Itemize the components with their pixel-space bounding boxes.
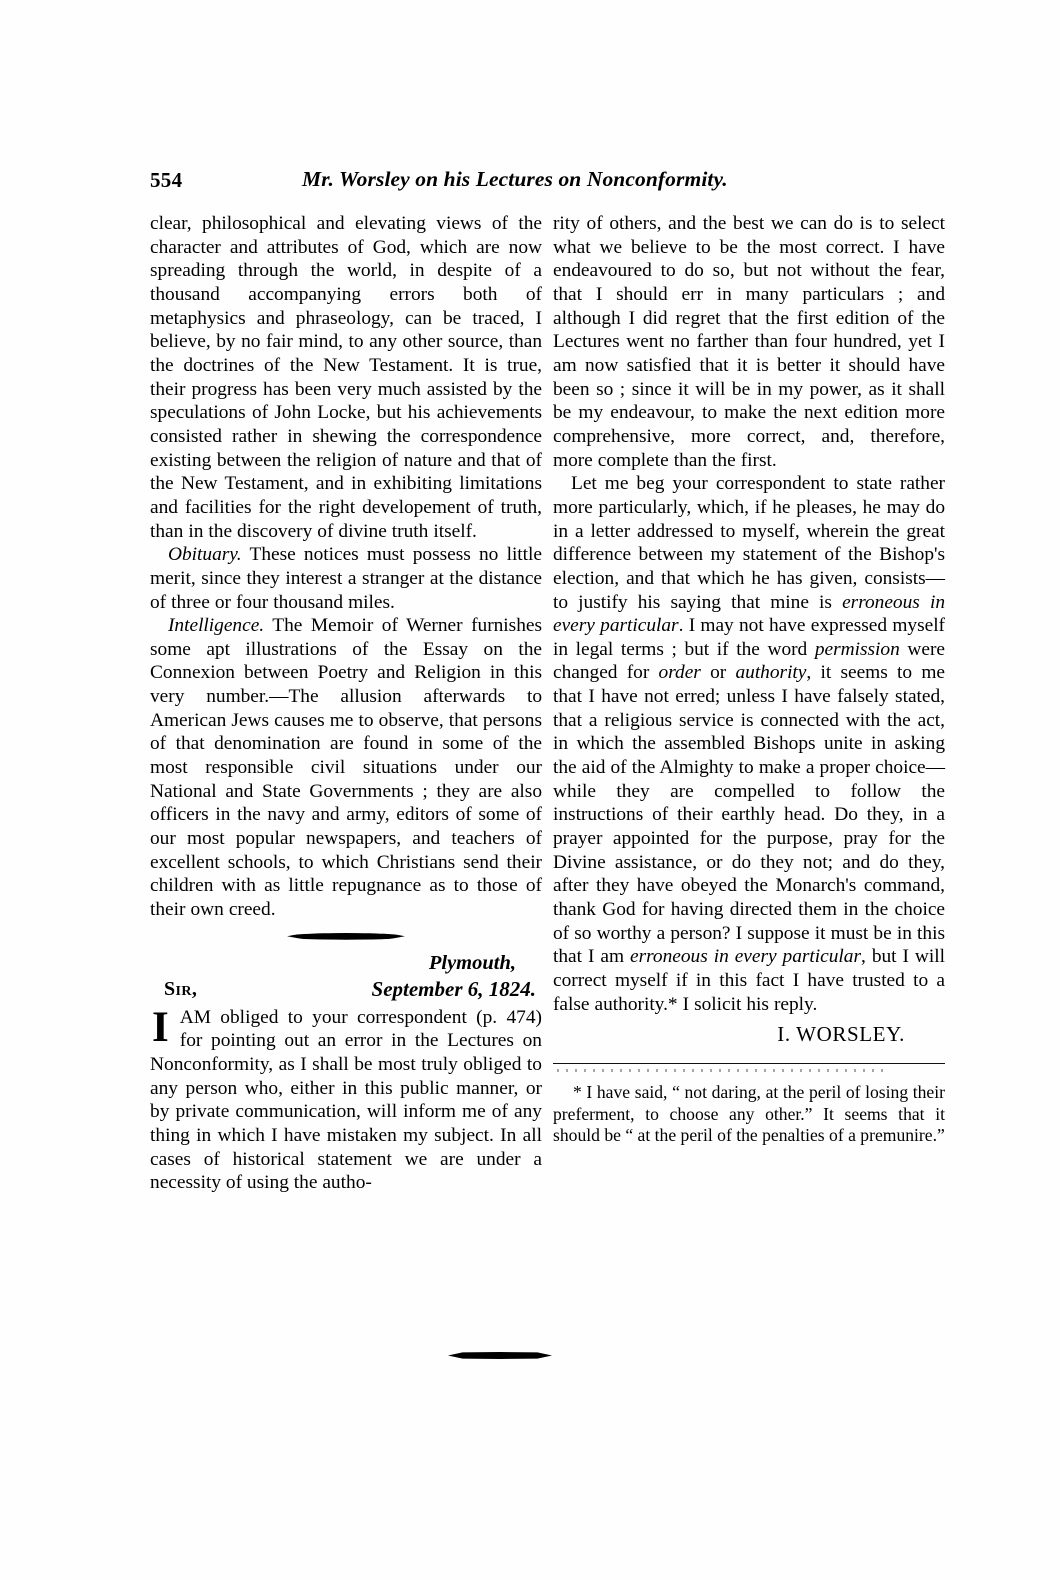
rp2-d: or: [700, 662, 736, 684]
obituary-text: These notices must possess no little merit, since they interest a stranger at the distance of three or four thousand miles.: [150, 544, 542, 613]
italic-erroneous-1: erroneous in every particular: [553, 591, 945, 637]
footnote-text: * I have said, “ not daring, at the peril of losing their preferment, to choose any other.” It seems that it should be “ at the peril of the penalties of a premunire.”: [553, 1082, 945, 1146]
letter-heading: [150, 952, 542, 1006]
rp2-e: , it seems to me that I have not erred; unless I have falsely stated, that a religious service is connected with the act, in which the assembled Bishops unite in asking the aid of the Almighty to make a proper choice—while they are compelled to follow the instructions of their earthly head. Do they, in a prayer appointed for the purpose, pray for the Divine assistance, or do they not; and do they, after they have obeyed the Monarch's command, thank God for having directed them in the choice of so worthy a person? I suppose it must be in this that I am: [553, 662, 945, 968]
italic-order: order: [658, 662, 701, 684]
rp2-c: were changed for: [553, 638, 945, 684]
right-column: [553, 212, 945, 1147]
letter-opening-text: AM obliged to your correspondent (p. 474) for pointing out an error in the Lectures on Nonconformity, as I shall be most truly obliged to any person who, either in this public manner, or by private communication, will inform me of any thing in which I have mistaken my subject. In all cases of historical statement we are under a necessity of using the autho-: [150, 1006, 542, 1194]
drop-cap: I: [152, 1003, 169, 1051]
letter-salutation: Sir,: [164, 977, 198, 1000]
intelligence-text: The Memoir of Werner furnishes some apt illustrations of the Essay on the Connexion between Poetry and Religion in this very number.—The allusion afterwards to American Jews causes me to observe, that persons of that denomination are found in some of the most responsible civil situations under our National and State Governments ; they are also officers in the navy and army, editors of some of our most popular newspapers, and teachers of excellent schools, to which Christians send their children with as little repugnance as to those of their own creed.: [150, 615, 542, 921]
footnote-separator-rule: [553, 1063, 945, 1074]
obituary-paragraph: [150, 543, 542, 614]
rp2-b: . I may not have expressed myself in legal terms ; but if the word: [553, 615, 945, 660]
italic-permission: permission: [814, 638, 900, 660]
page-number: 554: [150, 168, 183, 192]
letter-opening-paragraph: [150, 1003, 542, 1195]
rp2-f: , but I will correct myself if in this fact I have trusted to a false authority.* I solicit his reply.: [553, 946, 945, 1015]
obituary-label: Obituary.: [168, 544, 242, 566]
signature: I. WORSLEY.: [777, 1022, 905, 1047]
paragraph-continued: clear, philosophical and elevating views of the character and attributes of God, which are now spreading through the world, in despite of a thousand accompanying errors both of metaphysics and phraseology, can be traced, I believe, by no fair mind, to any other source, than the doctrines of the New Testament. It is true, their progress has been very much assisted by the speculations of John Locke, but his achievements consisted rather in shewing the correspondence existing between the religion of nature and that of the New Testament, and in exhibiting limitations and facilities for the right developement of truth, than in the discovery of divine truth itself.: [150, 213, 542, 542]
intelligence-paragraph: [150, 614, 542, 922]
italic-authority: authority: [735, 662, 807, 684]
rp2-a: Let me beg your correspondent to state rather more particularly, which, if he pleases, he may do in a letter addressed to myself, wherein the great difference between my statement of the Bishop's election, and that which he has given, consists—to justify his saying that mine is: [553, 473, 945, 613]
bottom-divider-ornament: [0, 1342, 1060, 1368]
letter-date: September 6, 1824.: [371, 976, 536, 1001]
letter-place: Plymouth,: [428, 951, 516, 974]
right-paragraph-1: rity of others, and the best we can do is to select what we believe to be the most correct. I have endeavoured to do so, but not without the fear, that I should err in many particulars ; and although I did regret that the first edition of the Lectures went no farther than four hundred, yet I am now satisfied that it is better it should have been so ; since it will be in my power, as it shall be my endeavour, to make the next edition more comprehensive, more correct, and, therefore, more complete than the first.: [553, 213, 945, 471]
section-divider-ornament: [150, 922, 542, 948]
running-head: [150, 168, 910, 196]
right-paragraph-2: [553, 472, 945, 1016]
left-column: [150, 212, 542, 1195]
running-title: Mr. Worsley on his Lectures on Nonconformity.: [302, 167, 728, 191]
italic-erroneous-2: erroneous in every particular: [630, 946, 862, 968]
intelligence-label: Intelligence.: [168, 615, 265, 637]
